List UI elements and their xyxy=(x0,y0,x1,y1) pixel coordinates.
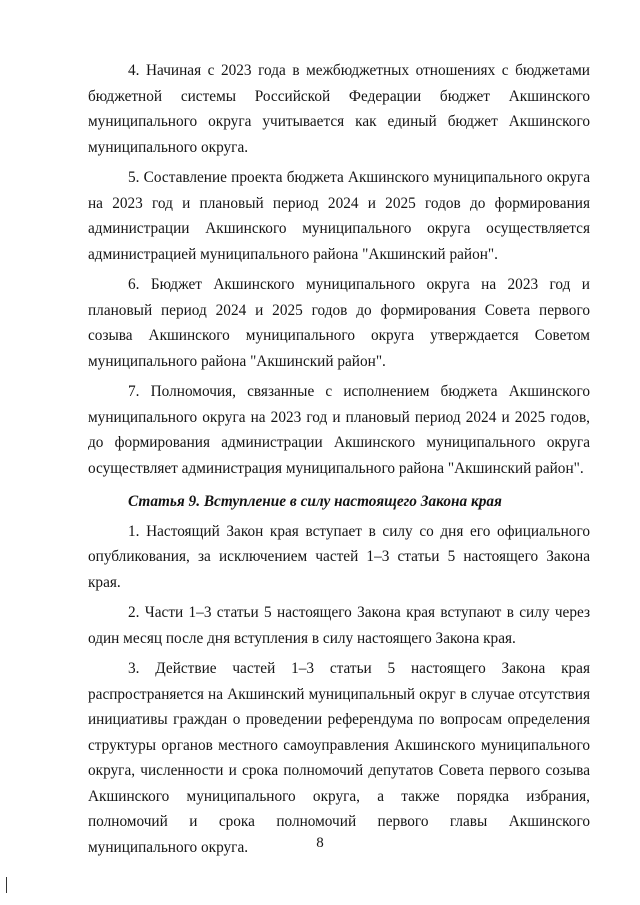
document-body xyxy=(88,58,590,865)
paragraph-6: 6. Бюджет Акшинского муниципального округа на 2023 год и плановый период 2024 и 2025 годов до формирования Совета первого созыва Акшинского муниципального округа утверждается Советом муниципального района "Акшинский район". xyxy=(88,276,590,370)
article-9-paragraph-3: 3. Действие частей 1–3 статьи 5 настоящего Закона края распространяется на Акшинский муниципальный округ в случае отсутствия инициативы граждан о проведении референдума по вопросам определения структуры органов местного самоуправления Акшинского муниципального округа, численности и срока полномочий депутатов Совета первого созыва Акшинского муниципального округа, а также порядка избрания, полномочий и срока полномочий первого главы Акшинского муниципального округа. xyxy=(88,660,590,856)
article-9-paragraph-2: 2. Части 1–3 статьи 5 настоящего Закона края вступают в силу через один месяц после дня вступления в силу настоящего Закона края. xyxy=(88,604,590,647)
paragraph-4: 4. Начиная с 2023 года в межбюджетных отношениях с бюджетами бюджетной системы Российской Федерации бюджет Акшинского муниципального округа учитывается как единый бюджет Акшинского муниципального округа. xyxy=(88,62,590,156)
page-number: 8 xyxy=(316,835,324,851)
paragraph-5: 5. Составление проекта бюджета Акшинского муниципального округа на 2023 год и плановый период 2024 и 2025 годов до формирования администрации Акшинского муниципального округа осуществляется администрацией муниципального района "Акшинский район". xyxy=(88,169,590,263)
scan-edge-mark xyxy=(6,877,7,893)
article-9-paragraph-1: 1. Настоящий Закон края вступает в силу со дня его официального опубликования, за исключением частей 1–3 статьи 5 настоящего Закона края. xyxy=(88,522,590,591)
article-9-heading: Статья 9. Вступление в силу настоящего Закона края xyxy=(128,493,502,510)
paragraph-7: 7. Полномочия, связанные с исполнением бюджета Акшинского муниципального округа на 2023 год и плановый период 2024 и 2025 годов, до формирования администрации Акшинского муниципального округа осуществляет администрация муниципального района "Акшинский район". xyxy=(88,383,590,477)
